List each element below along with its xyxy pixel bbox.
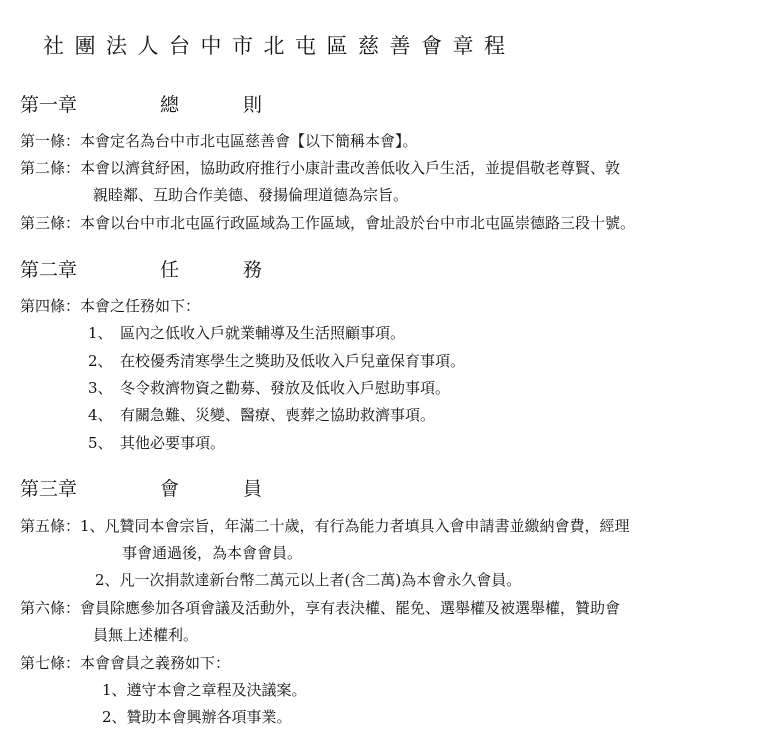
- list-item: 1、 區內之低收入戶就業輔導及生活照顧事項。: [88, 324, 406, 342]
- article-2-line-2: 親睦鄰、互助合作美德、發揚倫理道德為宗旨。: [93, 186, 409, 204]
- article-4: 第四條：本會之任務如下：: [20, 297, 201, 315]
- chapter-name: 總則: [160, 94, 327, 116]
- article-6-line-1: 第六條：會員除應參加各項會議及活動外，享有表決權、罷免、選舉權及被選舉權，贊助會: [20, 599, 621, 617]
- chapter-heading-3: [20, 474, 327, 501]
- article-5-line-1: 第五條：1、凡贊同本會宗旨，年滿二十歲，有行為能力者填具入會申請書並繳納會費，經理: [20, 517, 630, 535]
- article-6-line-2: 員無上述權利。: [93, 626, 199, 644]
- list-item: 2、贊助本會興辦各項事業。: [102, 708, 292, 726]
- chapter-label: 第二章: [20, 259, 78, 281]
- chapter-heading-2: [20, 255, 327, 282]
- article-3: 第三條：本會以台中市北屯區行政區域為工作區域，會址設於台中市北屯區崇德路三段十號。: [20, 214, 636, 232]
- list-item: 5、 其他必要事項。: [88, 434, 226, 452]
- chapter-name: 任務: [160, 259, 327, 281]
- article-5-line-2: 事會通過後，為本會會員。: [122, 544, 303, 562]
- chapter-label: 第一章: [20, 94, 78, 116]
- list-item: 2、 在校優秀清寒學生之獎助及低收入戶兒童保育事項。: [88, 352, 466, 370]
- article-5-line-3: 2、凡一次捐款達新台幣二萬元以上者(含二萬)為本會永久會員。: [95, 571, 522, 589]
- article-7: 第七條：本會會員之義務如下：: [20, 654, 231, 672]
- document-title: 社團法人台中市北屯區慈善會章程: [43, 34, 516, 58]
- list-item: 4、 有關急難、災變、醫療、喪葬之協助救濟事項。: [88, 406, 436, 424]
- list-item: 1、遵守本會之章程及決議案。: [102, 681, 307, 699]
- chapter-name: 會員: [160, 478, 327, 500]
- list-item: 3、 冬令救濟物資之勸募、發放及低收入戶慰助事項。: [88, 379, 451, 397]
- chapter-heading-1: [20, 90, 327, 117]
- article-2-line-1: 第二條：本會以濟貧紓困，協助政府推行小康計畫改善低收入戶生活，並提倡敬老尊賢、敦: [20, 159, 621, 177]
- chapter-label: 第三章: [20, 478, 78, 500]
- article-1: 第一條：本會定名為台中市北屯區慈善會【以下簡稱本會】。: [20, 132, 418, 150]
